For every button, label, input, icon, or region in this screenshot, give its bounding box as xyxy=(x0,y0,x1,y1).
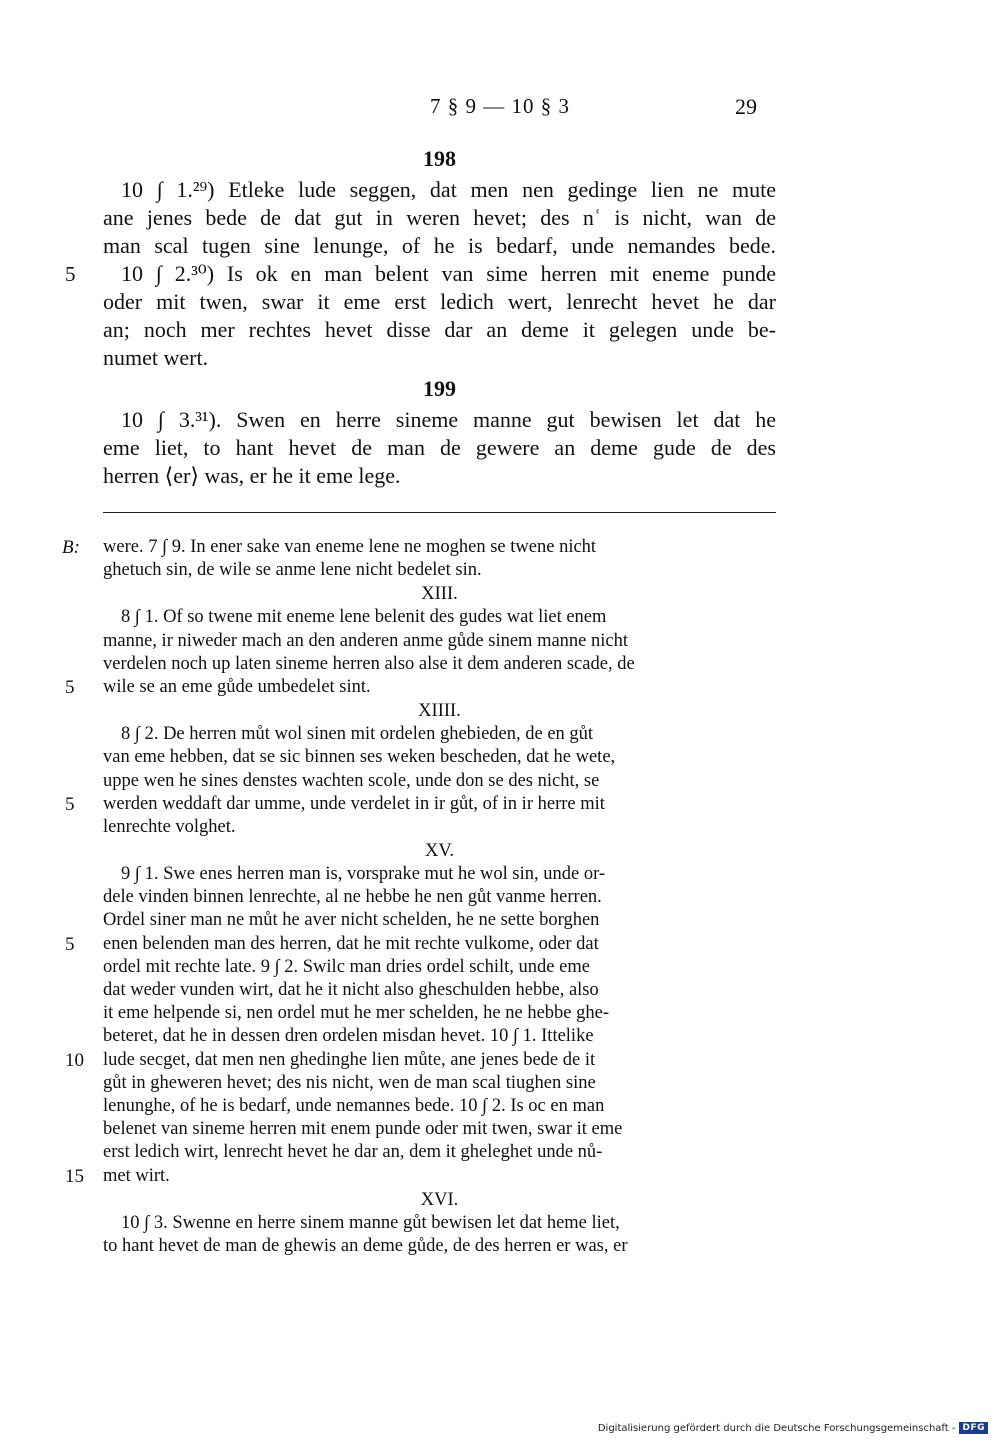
digitization-footer xyxy=(598,1422,988,1434)
apparatus-line: 5 wile se an eme gůde umbedelet sint. xyxy=(65,676,371,698)
line-number: 15 xyxy=(65,1165,84,1187)
chapter-heading-xiiii: XIIII. xyxy=(418,701,461,722)
running-title: 7 § 9 — 10 § 3 xyxy=(430,94,570,118)
apparatus-line: B: were. 7 ∫ 9. In ener sake van eneme lene ne moghen se twene nicht xyxy=(62,537,597,558)
apparatus-line: 15 met wirt. xyxy=(65,1165,170,1187)
line-number: 5 xyxy=(65,933,75,955)
apparatus-line: dat weder vunden wirt, dat he it nicht also gheschulden hebbe, also xyxy=(103,980,599,1000)
text-line: herren ⟨er⟩ was, er he it eme lege. xyxy=(103,463,401,488)
apparatus-line: 10 lude secget, dat men nen ghedinghe lien můte, ane jenes bede de it xyxy=(65,1049,596,1071)
apparatus-line: 8 ∫ 2. De herren můt wol sinen mit ordelen ghebieden, de en gůt xyxy=(121,724,594,745)
line-number: 5 xyxy=(65,793,75,815)
apparatus-line: Ordel siner man ne můt he aver nicht schelden, he ne sette borghen xyxy=(103,910,600,931)
chapter-heading-xvi: XVI. xyxy=(420,1189,459,1210)
text-line: 10 ∫ 1.²⁹) Etleke lude seggen, dat men nen gedinge lien ne mute xyxy=(121,177,776,202)
dfg-logo: DFG xyxy=(959,1422,988,1434)
main-text xyxy=(65,142,776,490)
apparatus-line: erst ledich wirt, lenrecht hevet he dar an, dem it gheleghet unde nů- xyxy=(103,1142,603,1163)
apparatus-line: gůt in gheweren hevet; des nis nicht, wen de man scal tiughen sine xyxy=(103,1072,596,1093)
apparatus-line: verdelen noch up laten sineme herren also alse it dem anderen scade, de xyxy=(103,653,635,674)
apparatus-line: belenet van sineme herren mit enem punde oder mit twen, swar it eme xyxy=(103,1119,623,1140)
apparatus-line: manne, ir niweder mach an den anderen anme gůde sinem manne nicht xyxy=(103,630,628,651)
separator-rule xyxy=(103,512,776,513)
funding-notice: Digitalisierung gefördert durch die Deutsche Forschungsgemeinschaft - xyxy=(597,1422,956,1434)
text-line: an; noch mer rechtes hevet disse dar an deme it gelegen unde be- xyxy=(103,317,776,342)
text-line: oder mit twen, swar it eme erst ledich wert, lenrecht hevet he dar xyxy=(103,289,776,314)
text-line: ane jenes bede de dat gut in weren hevet; des nʿ is nicht, wan de xyxy=(103,205,776,230)
apparatus-line: ordel mit rechte late. 9 ∫ 2. Swilc man dries ordel schilt, unde eme xyxy=(103,956,590,977)
apparatus-line: van eme hebben, dat se sic binnen ses weken bescheden, dat he wete, xyxy=(103,747,616,768)
apparatus-line: lenrechte volghet. xyxy=(103,816,236,837)
apparatus-line: 5 werden weddaft dar umme, unde verdelet in ir gůt, of in ir herre mit xyxy=(65,793,605,815)
apparatus-line: 5 enen belenden man des herren, dat he mit rechte vulkome, oder dat xyxy=(65,933,599,955)
apparatus-line: to hant hevet de man de ghewis an deme gůde, de des herren er was, er xyxy=(103,1235,628,1256)
apparatus-line: 9 ∫ 1. Swe enes herren man is, vorsprake mut he wol sin, unde or- xyxy=(121,864,606,885)
page-number: 29 xyxy=(735,94,757,119)
page-header xyxy=(0,92,1000,122)
apparatus-line: 8 ∫ 1. Of so twene mit eneme lene belenit des gudes wat liet enem xyxy=(121,607,607,628)
apparatus-line: it eme helpende si, nen ordel mut he mer schelden, he ne hebbe ghe- xyxy=(103,1003,609,1024)
manuscript-siglum: B: xyxy=(62,537,80,558)
line-number: 10 xyxy=(65,1049,84,1071)
apparatus-line: dele vinden binnen lenrechte, al ne hebbe he nen gůt vanme herren. xyxy=(103,887,602,908)
apparatus-line: lenunghe, of he is bedarf, unde nemannes bede. 10 ∫ 2. Is oc en man xyxy=(103,1095,605,1116)
apparatus-text xyxy=(62,536,776,1258)
chapter-heading-xv: XV. xyxy=(425,841,454,862)
text-line: man scal tugen sine lenunge, of he is bedarf, unde nemandes bede. xyxy=(103,233,776,258)
section-heading-199: 199 xyxy=(423,376,456,401)
text-line: 10 ∫ 3.³¹). Swen en herre sineme manne gut bewisen let dat he xyxy=(121,407,776,432)
text-line: eme liet, to hant hevet de man de gewere an deme gude de des xyxy=(103,435,776,460)
apparatus-line: uppe wen he sines denstes wachten scole, unde don se des nicht, se xyxy=(103,770,600,791)
line-number: 5 xyxy=(65,676,75,698)
apparatus-line: 10 ∫ 3. Swenne en herre sinem manne gůt bewisen let dat heme liet, xyxy=(121,1212,620,1233)
section-heading-198: 198 xyxy=(423,146,456,171)
apparatus-line: ghetuch sin, de wile se anme lene nicht bedelet sin. xyxy=(103,560,482,581)
line-number: 5 xyxy=(65,262,76,286)
text-line: numet wert. xyxy=(103,345,209,370)
chapter-heading-xiii: XIII. xyxy=(421,584,458,605)
apparatus-line: beteret, dat he in dessen dren ordelen misdan hevet. 10 ∫ 1. Ittelike xyxy=(103,1026,594,1047)
text-line: 5 10 ∫ 2.³⁰) Is ok en man belent van sime herren mit eneme punde xyxy=(65,261,776,286)
